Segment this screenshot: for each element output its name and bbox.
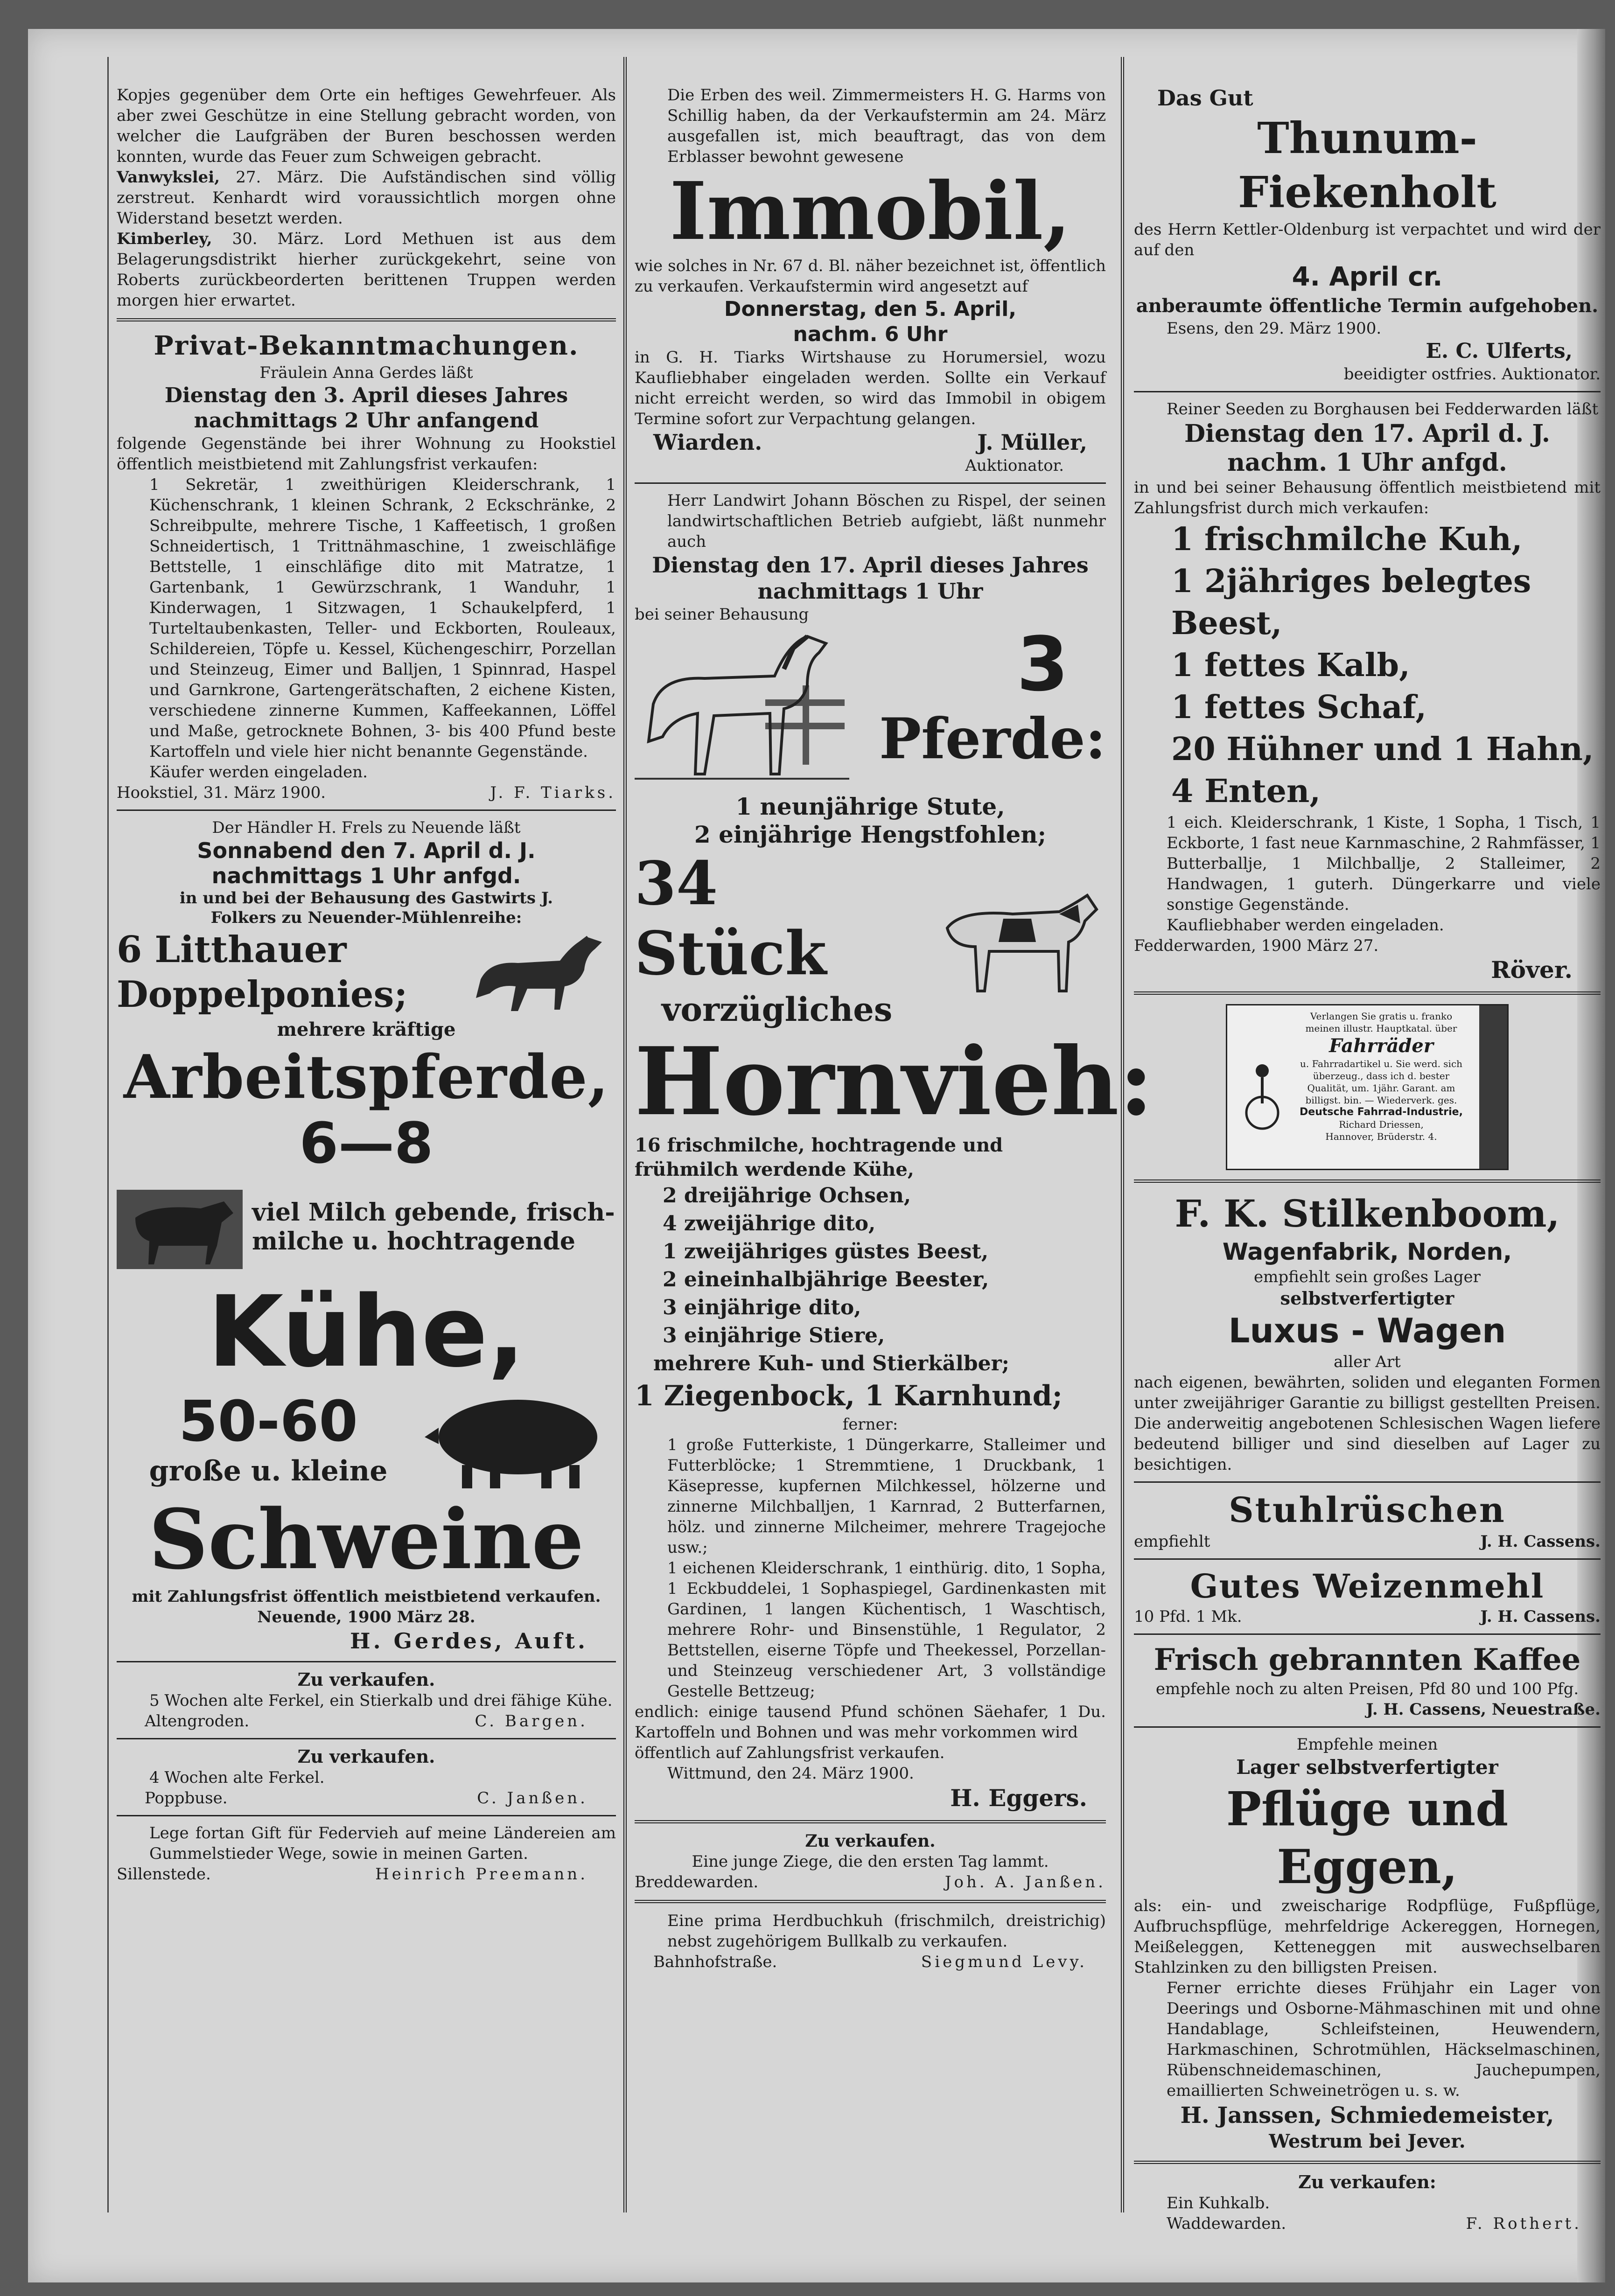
- ad-title: Zu verkaufen:: [1298, 2171, 1436, 2192]
- news-body: 30. März. Lord Methuen ist aus dem Belagerungsdistrikt hierher zurückgekehrt, seine von Roberts zurückbeorderten berittenen Truppen werden morgen hier erwartet.: [117, 230, 616, 310]
- ad-text: Empfehle meinen: [1296, 1735, 1438, 1754]
- ad-place: Waddewarden.: [1167, 2214, 1286, 2233]
- ad-place: Breddewarden.: [635, 1873, 759, 1891]
- ad-text: Eine junge Ziege, die den ersten Tag lammt.: [692, 1852, 1049, 1871]
- news-body: 27. März. Die Aufständischen sind völlig zerstreut. Kenhardt wird voraussichtlich morgen ohne Widerstand besetzt werden.: [117, 168, 616, 228]
- ad-location: Folkers zu Neuender-Mühlenreihe:: [210, 908, 522, 927]
- ad-place: Altengroden.: [145, 1712, 250, 1731]
- cattle-block: [635, 849, 1106, 1031]
- divider: [117, 1661, 616, 1662]
- ad-footer: [1134, 1531, 1601, 1552]
- ad-signature: J. F. Tiarks.: [490, 783, 616, 802]
- ad-place: Hookstiel, 31. März 1900.: [117, 783, 326, 802]
- ad-text: 5 Wochen alte Ferkel, ein Stierkalb und drei fähige Kühe.: [149, 1691, 613, 1710]
- news-item: [117, 229, 616, 311]
- cattle-list-item: 2 dreijährige Ochsen,: [663, 1184, 911, 1207]
- news-place: Vanwykslei,: [117, 168, 220, 187]
- horse-count: 3: [1016, 621, 1069, 708]
- cattle-item: mehrere Kuh- und Stierkälber;: [653, 1352, 1009, 1375]
- ad-footer: [635, 1952, 1106, 1972]
- ad-signature: C. Janßen.: [477, 1789, 588, 1807]
- ad-footer: [1134, 2213, 1601, 2234]
- ad-intro: Fräulein Anna Gerdes läßt: [259, 363, 473, 382]
- ad-time: nachm. 6 Uhr: [793, 322, 948, 346]
- product-title: Frisch gebrannten Kaffee: [1154, 1642, 1581, 1677]
- divider: [117, 810, 616, 811]
- ad-text: wie solches in Nr. 67 d. Bl. näher bezeichnet ist, öffentlich zu verkaufen. Verkaufstermin wird angesetzt auf: [635, 257, 1106, 296]
- ad-footer: [1134, 1606, 1601, 1627]
- estate-label: Das Gut: [1157, 85, 1253, 111]
- cow-illustration: [919, 877, 1106, 1003]
- bicycle-ad-line: Verlangen Sie gratis u. franko meinen illustr. Hauptkatal. über: [1305, 1011, 1457, 1034]
- immobil-title: Immobil,: [670, 165, 1071, 258]
- livestock-item: 1 fettes Schaf,: [1171, 689, 1426, 726]
- livestock-item: 1 frischmilche Kuh,: [1171, 521, 1523, 558]
- bicycle-ad-line: u. Fahrradartikel u. Sie werd. sich überzeug., dass ich d. bester Qualität, um. 1jähr. Garant. am billigst. bin. — Wiederverk. ges.: [1300, 1058, 1463, 1106]
- ad-items: 1 Sekretär, 1 zweithürigen Kleiderschrank, 1 Küchenschrank, 1 kleinen Schrank, 2 Eckschränke, 2 Schreibpulte, mehrere Tische, 1 Kaffeetisch, 1 großen Schneidertisch, 1 Trittnähmaschine, 1 zweischläfige Bettstelle, 1 einschläfige dito mit Matratze, 1 Gartenbank, 1 Gewürzschrank, 1 Wanduhr, 1 Kinderwagen, 1 Sitzwagen, 1 Schaukelpferd, 1 Turteltaubenkasten, Teller- und Eckborten, Rouleaux, Schildereien, Töpfe u. Kessel, Küchengeschirr, Porzellan und Steinzeug, Eimer und Balljen, 1 Spinnrad, Haspel und Garnkrone, Gartengerätschaften, 2 eichene Kisten, verschiedene zinnerne Kummen, Kaffeekannen, Löffel und Maße, getrocknete Bohnen, 3- bis 400 Pfund beste Kartoffeln und viele hier nicht benannte Gegenstände.: [149, 475, 616, 761]
- ad-footer: [117, 1864, 616, 1884]
- ad-date: Donnerstag, den 5. April,: [724, 297, 1017, 321]
- ad-buyers: Käufer werden eingeladen.: [149, 763, 368, 782]
- pig-count: 50-60: [179, 1389, 358, 1454]
- livestock-item: 1 2jähriges belegtes Beest,: [1171, 563, 1531, 642]
- cattle-list-item: 4 zweijährige dito,: [663, 1212, 876, 1235]
- ad-terms: mit Zahlungsfrist öffentlich meistbietend verkaufen.: [132, 1587, 601, 1606]
- cattle-title: Hornvieh:: [635, 1027, 1154, 1137]
- newspaper-page: [28, 29, 1605, 2282]
- ad-notice: anberaumte öffentliche Termin aufgehoben.: [1136, 295, 1599, 317]
- ad-time: nachmittags 2 Uhr anfangend: [194, 409, 539, 433]
- horse-illustration: [462, 928, 616, 1017]
- column-1: [117, 85, 616, 2212]
- cattle-list: [635, 1182, 1106, 1350]
- cattle-list-item: 3 einjährige dito,: [663, 1296, 861, 1319]
- divider: [635, 1900, 1106, 1903]
- ad-footer: [635, 1872, 1106, 1892]
- ad-items: 1 große Futterkiste, 1 Düngerkarre, Stalleimer und Futterblöcke; 1 Stremmtiene, 1 Druckbank, 1 Käsepresse, kupfernen Milchkessel, hölzerne und zinnerne Milchballjen, 1 Karnrad, 2 Butterfarnen, hölz. und zinnerne Milcheimer, mehrere Tragejoche usw.;: [667, 1436, 1106, 1557]
- horse-item: 2 einjährige Hengstfohlen;: [694, 821, 1047, 848]
- ad-place: Bahnhofstraße.: [653, 1953, 777, 1971]
- pigs-title: Schweine: [148, 1491, 584, 1588]
- section-divider: [117, 318, 616, 321]
- ad-signature: J. H. Cassens, Neuestraße.: [1366, 1700, 1601, 1719]
- ad-text: Eine prima Herdbuchkuh (frischmilch, dreistrichig) nebst zugehörigem Bullkalb zu verkaufen.: [667, 1912, 1106, 1951]
- divider: [117, 1738, 616, 1739]
- horse-block: [635, 621, 1106, 793]
- ad-title: Zu verkaufen.: [297, 1746, 435, 1767]
- ad-signature: E. C. Ulferts,: [1426, 339, 1573, 363]
- divider: [635, 482, 1106, 484]
- horse-illustration: [635, 625, 849, 793]
- ad-location: in und bei der Behausung des Gastwirts J.: [179, 889, 553, 907]
- ad-label: endlich:: [635, 1703, 699, 1721]
- column-rule-1: [623, 57, 627, 2212]
- cow-desc: milche u. hochtragende: [252, 1227, 575, 1256]
- ad-date: Sonnabend den 7. April d. J.: [197, 838, 536, 863]
- ad-text: Kaufliebhaber werden eingeladen.: [1167, 916, 1444, 935]
- ad-label: ferner:: [842, 1415, 898, 1434]
- pig-desc: große u. kleine: [149, 1455, 388, 1487]
- ad-text: als: ein- und zweischarige Rodpflüge, Fußpflüge, Aufbruchspflüge, mehrfeldrige Ackereggen, Hornegen, Meißeleggen, Ketteneggen mit auswechselbaren Stahlzinken zu den billigsten Preisen.: [1134, 1897, 1601, 1977]
- estate-title: Thunum-Fiekenholt: [1238, 113, 1496, 217]
- divider: [1134, 1633, 1601, 1635]
- ad-signature: H. Janssen, Schmiedemeister,: [1180, 2102, 1554, 2129]
- ad-signature: H. Gerdes, Auft.: [350, 1628, 588, 1654]
- ad-signature: J. Müller,: [977, 430, 1087, 455]
- ponies-count: 6 Litthauer: [117, 928, 347, 971]
- ad-text: nach eigenen, bewährten, soliden und eleganten Formen unter zweijähriger Garantie zu billigst gestellten Preisen. Die anderweitig angebotenen Schlesischen Wagen liefere bedeutend billiger und sind dieselben auf Lager zu besichtigen.: [1134, 1373, 1601, 1474]
- bicycle-ad-line: Richard Driessen,: [1339, 1119, 1424, 1130]
- product-title: Gutes Weizenmehl: [1190, 1567, 1545, 1605]
- ad-signature: Heinrich Preemann.: [375, 1865, 588, 1884]
- livestock-item: 20 Hühner und 1 Hahn,: [1171, 731, 1594, 768]
- luxury-wagons-title: Luxus - Wagen: [1228, 1311, 1506, 1350]
- ad-footer: [1134, 935, 1601, 956]
- ad-date: 4. April cr.: [1292, 262, 1443, 292]
- livestock-item: 4 Enten,: [1171, 773, 1321, 810]
- ad-footer: [117, 1788, 616, 1808]
- ponies-label: Doppelponies;: [117, 973, 408, 1016]
- plough-title: Pflüge und Eggen,: [1226, 1781, 1509, 1894]
- cattle-count: 34 Stück: [635, 849, 827, 989]
- cattle-list-item: 2 eineinhalbjährige Beester,: [663, 1268, 989, 1291]
- news-item: [117, 167, 616, 229]
- ad-time: nachmittags 1 Uhr anfgd.: [211, 863, 521, 888]
- divider: [1134, 391, 1601, 392]
- ad-signature: H. Eggers.: [950, 1784, 1087, 1812]
- cattle-label: vorzügliches: [661, 990, 893, 1029]
- bicycle-ad-firm: Deutsche Fahrrad-Industrie,: [1300, 1106, 1463, 1118]
- ad-text: Herr Landwirt Johann Böschen zu Rispel, der seinen landwirtschaftlichen Betrieb aufgiebt, läßt nunmehr auch: [667, 491, 1106, 551]
- ad-text: folgende Gegenstände bei ihrer Wohnung zu Hookstiel öffentlich meistbietend mit Zahlungsfrist verkaufen:: [117, 434, 616, 474]
- ad-role: beeidigter ostfries. Auktionator.: [1343, 365, 1601, 384]
- ad-signature: Siegmund Levy.: [921, 1953, 1087, 1971]
- ad-title: Zu verkaufen.: [297, 1669, 435, 1690]
- ad-footer: [635, 429, 1106, 455]
- ad-terms: öffentlich auf Zahlungsfrist verkaufen.: [635, 1744, 945, 1762]
- ad-signature: F. Rothert.: [1466, 2214, 1582, 2233]
- cow-block: [117, 1176, 616, 1278]
- ad-text: einige tausend Pfund schönen Säehafer, 1 Du. Kartoffeln und Bohnen und was mehr vorkommen wird: [635, 1703, 1106, 1742]
- ad-text: Ein Kuhkalb.: [1167, 2194, 1270, 2212]
- divider: [1134, 1726, 1601, 1728]
- ad-text: bei seiner Behausung: [635, 605, 809, 624]
- divider: [1134, 2161, 1601, 2164]
- ad-date: Dienstag den 3. April dieses Jahres: [164, 384, 568, 407]
- ad-text: empfiehlt: [1134, 1532, 1210, 1551]
- ad-footer: [117, 782, 616, 803]
- livestock-item: 1 fettes Kalb,: [1171, 647, 1410, 684]
- divider: [1134, 1481, 1601, 1483]
- ad-signature: Joh. A. Janßen.: [944, 1873, 1106, 1891]
- product-title: Stuhlrüschen: [1229, 1490, 1506, 1530]
- ad-text: empfehle noch zu alten Preisen, Pfd 80 und 100 Pfg.: [1155, 1680, 1579, 1698]
- ad-place: Fedderwarden, 1900 März 27.: [1134, 936, 1379, 955]
- livestock-list: [1134, 518, 1601, 812]
- news-place: Kimberley,: [117, 230, 212, 248]
- ad-text: Reiner Seeden zu Borghausen bei Fedderwarden läßt: [1167, 400, 1599, 419]
- ad-signature: J. H. Cassens.: [1480, 1532, 1601, 1551]
- divider: [117, 1815, 616, 1816]
- firm-name: F. K. Stilkenboom,: [1175, 1192, 1560, 1235]
- pig-illustration: [420, 1386, 616, 1493]
- cow-illustration: [117, 1176, 243, 1278]
- divider: [1134, 1179, 1601, 1183]
- divider: [1134, 1558, 1601, 1560]
- news-text: Kopjes gegenüber dem Orte ein heftiges Gewehrfeuer. Als aber zwei Geschütze in eine Stellung gebracht worden, von welcher die Laufgräben der Buren beschossen werden konnten, wurde das Feuer zum Schweigen gebracht.: [117, 86, 616, 166]
- ad-text: aller Art: [1334, 1353, 1401, 1371]
- ad-place: Sillenstede.: [117, 1865, 211, 1884]
- work-horses-title: Arbeitspferde,: [123, 1042, 609, 1112]
- cattle-item: 16 frischmilche, hochtragende und frühmilch werdende Kühe,: [635, 1134, 1003, 1180]
- divider: [635, 1820, 1106, 1823]
- ad-text: Die Erben des weil. Zimmermeisters H. G. Harms von Schillig haben, da der Verkaufstermin am 24. März ausgefallen ist, mich beauftragt, das von dem Erblasser bewohnt gewesene: [667, 86, 1106, 166]
- ad-text: 10 Pfd. 1 Mk.: [1134, 1607, 1242, 1626]
- ad-text: des Herrn Kettler-Oldenburg ist verpachtet und wird der auf den: [1134, 220, 1601, 259]
- ad-time: nachmittags 1 Uhr: [757, 579, 983, 604]
- ad-role: Auktionator.: [965, 456, 1064, 475]
- ad-date: Dienstag den 17. April d. J.: [1184, 419, 1551, 448]
- ad-title: Zu verkaufen.: [805, 1831, 936, 1851]
- pig-block: [117, 1386, 616, 1493]
- ad-text: Lege fortan Gift für Federvieh auf meine Ländereien am Gummelstieder Wege, sowie in meinen Garten.: [149, 1824, 616, 1863]
- ad-place: Westrum bei Jever.: [1269, 2130, 1466, 2152]
- horse-item: 1 neunjährige Stute,: [735, 793, 1005, 820]
- ad-place: Wiarden.: [653, 430, 762, 455]
- horses-title: Pferde:: [879, 706, 1106, 772]
- cow-desc: viel Milch gebende, frisch-: [252, 1198, 615, 1227]
- ponies-block: [117, 928, 616, 1017]
- cattle-list-item: 1 zweijähriges güstes Beest,: [663, 1240, 989, 1263]
- ad-place: Neuende, 1900 März 28.: [257, 1608, 475, 1626]
- ad-signature: C. Bargen.: [475, 1712, 588, 1731]
- ad-signature: Röver.: [1491, 956, 1573, 984]
- ad-text: Ferner errichte dieses Frühjahr ein Lager von Deerings und Osborne-Mähmaschinen mit und ohne Handablage, Schleifsteinen, Heuwendern, Harkmaschinen, Schrotmühlen, Häckselmaschinen, Rübenschneidemaschinen, Jauchepumpen, emaillierten Schweinetrögen u. s. w.: [1167, 1979, 1601, 2100]
- divider: [1134, 991, 1601, 995]
- left-margin-line: [107, 57, 109, 2212]
- ad-items: 1 eichenen Kleiderschrank, 1 einthürig. dito, 1 Sopha, 1 Eckbuddelei, 1 Sophaspiegel, Gardinenkasten mit Gardinen, 1 langen Küchentisch, 1 Waschtisch, mehrere Rohr- und Binsenstühle, 1 Regulator, 2 Bettstellen, eiserne Töpfe und Theekessel, Porzellan- und Steinzeug verschiedener Art, 3 vollständige Gestelle Bettzeug;: [667, 1559, 1106, 1701]
- ad-text: in G. H. Tiarks Wirtshause zu Horumersiel, wozu Kaufliebhaber eingeladen werden. Sollte ein Verkauf nicht erreicht werden, so wird das Immobil in obigem Termine sofort zur Verpachtung gelangen.: [635, 348, 1106, 428]
- ad-text: selbstverfertigter: [1280, 1288, 1454, 1309]
- ad-place: Poppbuse.: [145, 1789, 228, 1807]
- bicycle-ad-line: Hannover, Brüderstr. 4.: [1325, 1131, 1437, 1142]
- firm-title: Wagenfabrik, Norden,: [1222, 1238, 1512, 1265]
- bicycle-rider-illustration: [1237, 1057, 1288, 1131]
- ad-text: Lager selbstverfertigter: [1236, 1756, 1498, 1779]
- bicycle-ad: [1226, 1004, 1509, 1170]
- ad-place: Wittmund, den 24. März 1900.: [667, 1764, 914, 1783]
- bicycle-ad-title: Fahrräder: [1329, 1035, 1433, 1057]
- ad-text: empfiehlt sein großes Lager: [1254, 1268, 1481, 1286]
- section-title: Privat-Bekanntmachungen.: [154, 330, 579, 361]
- catalog-book-illustration: [1479, 1005, 1507, 1169]
- column-3: [1134, 85, 1601, 2233]
- ad-intro: Der Händler H. Frels zu Neuende läßt: [212, 818, 521, 837]
- ad-date: Dienstag den 17. April dieses Jahres: [652, 552, 1089, 578]
- ad-time: nachm. 1 Uhr anfgd.: [1227, 448, 1507, 477]
- cattle-item: 1 Ziegenbock, 1 Karnhund;: [635, 1380, 1063, 1412]
- ad-signature: J. H. Cassens.: [1480, 1607, 1601, 1626]
- ad-footer: [117, 1711, 616, 1731]
- cows-title: Kühe,: [207, 1275, 525, 1389]
- cow-count: 6—8: [299, 1111, 433, 1176]
- animal-label: mehrere kräftige: [277, 1019, 456, 1040]
- ad-items: [635, 1702, 1106, 1743]
- ad-text: in und bei seiner Behausung öffentlich meistbietend mit Zahlungsfrist durch mich verkaufen:: [1134, 478, 1601, 517]
- ad-items: 1 eich. Kleiderschrank, 1 Kiste, 1 Sopha, 1 Tisch, 1 Eckborte, 1 fast neue Karnmaschine, 2 Rahmfässer, 1 Butterballje, 1 Milchballje, 2 Stalleimer, 2 Handwagen, 1 guterh. Düngerkarre und viele sonstige Gegenstände.: [1167, 813, 1601, 914]
- ad-text: 4 Wochen alte Ferkel.: [149, 1768, 325, 1787]
- cattle-list-item: 3 einjährige Stiere,: [663, 1324, 885, 1347]
- ad-place: Esens, den 29. März 1900.: [1167, 319, 1382, 338]
- column-2: [635, 85, 1154, 2212]
